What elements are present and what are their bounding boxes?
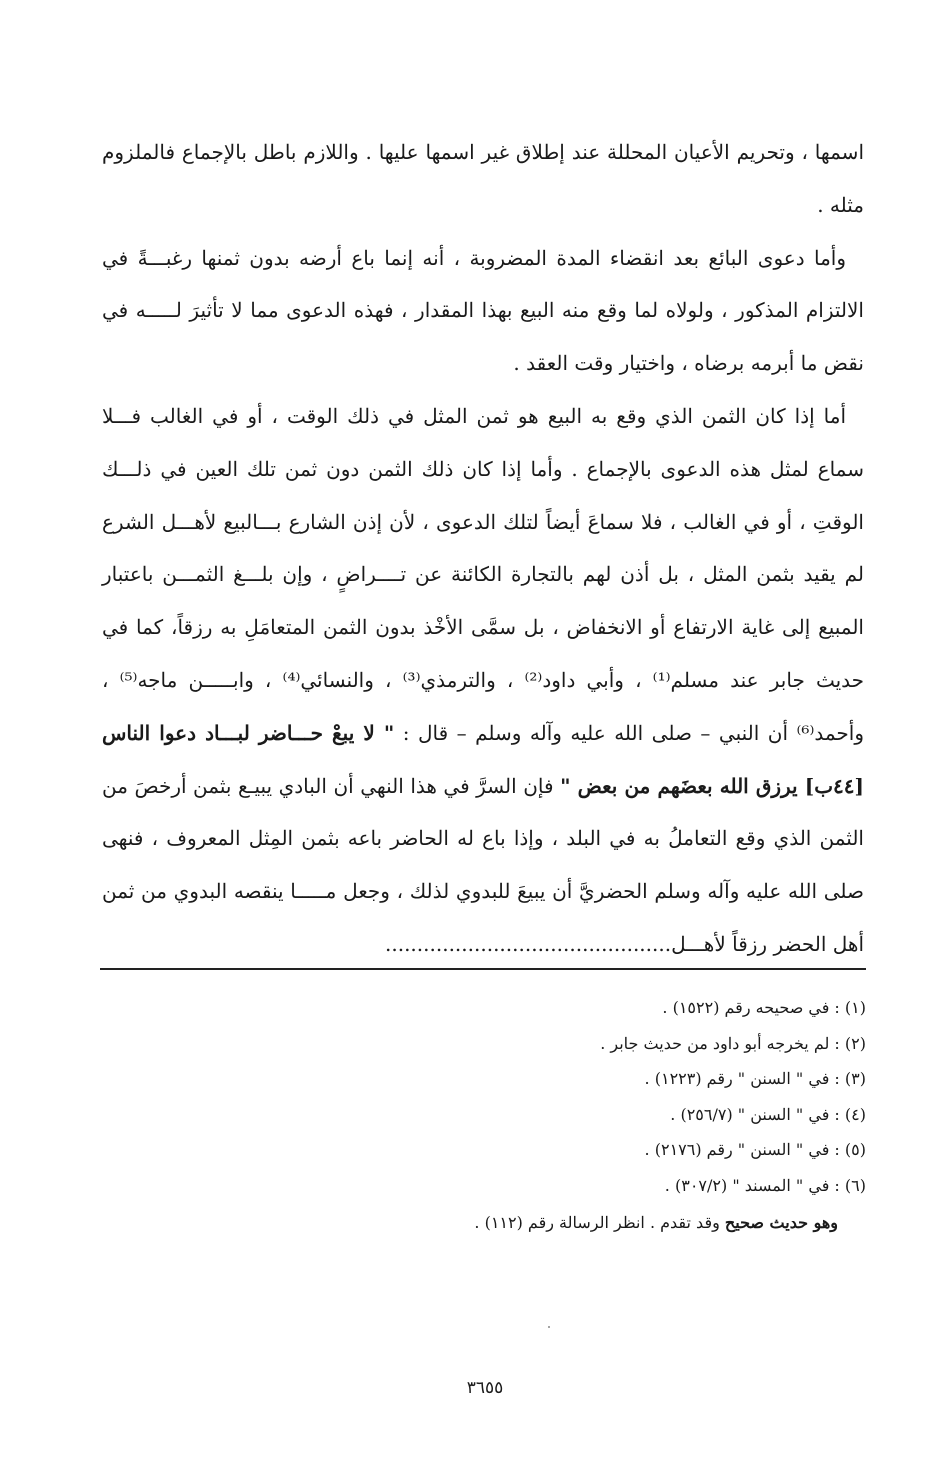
page-number: ٣٦٥٥ (466, 1378, 504, 1398)
footnote-divider (100, 968, 866, 970)
hadith-grading-bold: وهو حديث صحيح (724, 1213, 838, 1232)
footnote-1: (١) : في صحيحه رقم (١٥٢٢) . (662, 998, 866, 1017)
scan-speck (548, 1326, 550, 1328)
footnotes (300, 990, 866, 1241)
footnote-4: (٤) : في " السنن " (٢٥٦/٧) . (670, 1104, 866, 1124)
footnote-6: (٦) : في " المسند " (٣٠٧/٢) . (664, 1175, 866, 1195)
main-text-body (102, 126, 864, 971)
paragraph-3 (102, 390, 864, 971)
footnote-2: (٢) : لم يخرجه أبو داود من حديث جابر . (600, 1033, 866, 1053)
footnote-3: (٣) : في " السنن " رقم (١٢٢٣) . (644, 1069, 866, 1088)
paragraph-3-intro: أما إذا كان الثمن الذي وقع به البيع هو ثمن المثل في ذلك الوقت ، أو في الغالب فـــلا سماع لمثل هذه الدعوى بالإجماع . وأما إذا كان ذلك الثمن دون ثمن تلك العين في ذلـــك الوقتِ ، أو في الغالب ، فلا سماعَ أيضاً لتلك الدعوى ، لأن إذن الشارع بـــالبيع لأهـــل الشرع لم يقيد بثمن المثل ، بل أذن لهم بالتجارة الكائنة عن تــــراضٍ ، وإن بلـــغ الثمـــن باعتبار المبيع إلى غاية الارتفاع أو الانخفاض ، بل سمَّى الأخْذ بدون الثمن المتعامَلِ به رزقاً، كما في حديث جابر عند مسلم⁽¹⁾ ، وأبي داود⁽²⁾ ، والترمذي⁽³⁾ ، والنسائي⁽⁴⁾ ، وابـــــن ماجه⁽⁵⁾ ، وأحمد⁽⁶⁾ أن النبي – صلى الله عليه وآله وسلم – قال : (102, 403, 865, 745)
hadith-quote: " لا يبعْ حـــاضر لبـــاد دعوا الناس [٤٤ب] يرزق الله بعضَهم من بعض " (102, 720, 864, 798)
paragraph-3-tail: فإن السرَّ في هذا النهي أن البادي يبيـع بثمن أرخصَ من الثمن الذي وقع التعاملُ به في البلد ، وإذا باع له الحاضر باعه بثمن المِثل المعروف ، فنهى صلى الله عليه وآله وسلم الحضريَّ أن يبيعَ للبدوي لذلك ، وجعل مـــــا ينقصه البدوي من ثمن أهل الحضر رزقاً لأهـــل............................................. (102, 773, 864, 956)
hadith-grading-rest: وقد تقدم . انظر الرسالة رقم (١١٢) . (474, 1213, 725, 1232)
footnote-5: (٥) : في " السنن " رقم (٢١٧٦) . (644, 1140, 866, 1159)
paragraph-2: وأما دعوى البائع بعد انقضاء المدة المضروبة ، أنه إنما باع أرضه بدون ثمنها رغبـــةً في الالتزام المذكور ، ولولاه لما وقع منه البيع بهذا المقدار ، فهذه الدعوى مما لا تأثيرَ لـــــه في نقض ما أبرمه برضاه ، واختيار وقت العقد . (102, 245, 864, 376)
hadith-grading-note (300, 1205, 838, 1241)
paragraph-1: اسمها ، وتحريم الأعيان المحللة عند إطلاق غير اسمها عليها . واللازم باطل بالإجماع فالملزوم مثله . (102, 140, 864, 217)
